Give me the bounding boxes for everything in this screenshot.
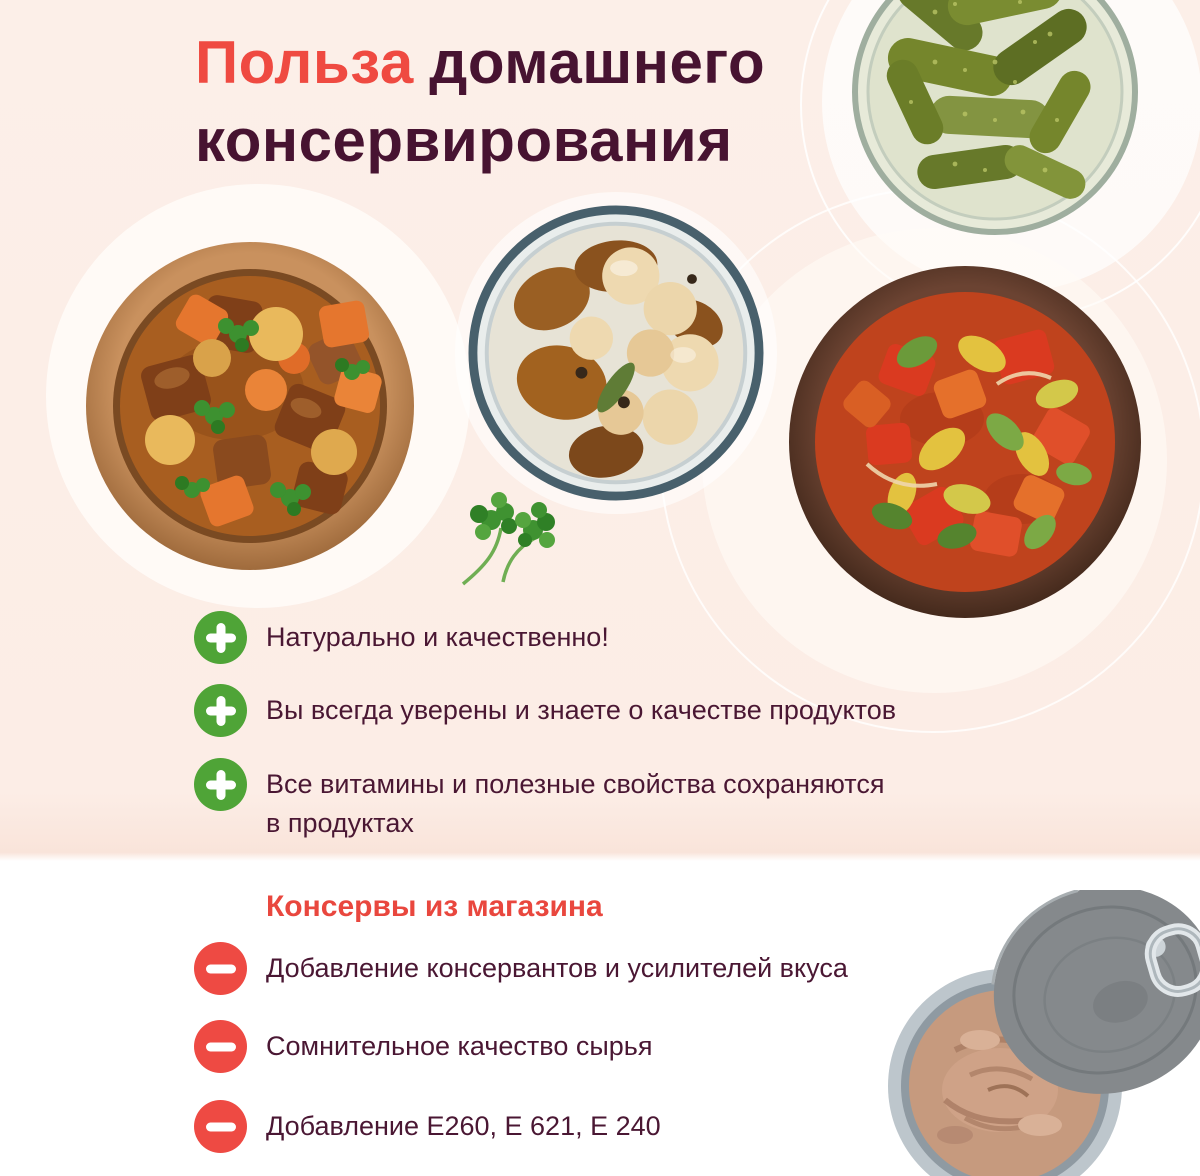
con-item-text: Добавление Е260, Е 621, Е 240 [266, 1111, 661, 1141]
minus-icon [194, 1020, 247, 1073]
minus-icon [194, 942, 247, 995]
tuna-can-illustration [860, 890, 1200, 1176]
pro-item-text: Натурально и качественно! [266, 622, 609, 652]
pro-item-text [266, 758, 885, 843]
plus-icon [194, 758, 247, 811]
pickled-gherkins-illustration [845, 0, 1145, 242]
pro-item-text: Вы всегда уверены и знаете о качестве продуктов [266, 695, 897, 725]
cons-section-header: Консервы из магазина [266, 890, 603, 923]
plus-icon [194, 611, 247, 664]
tuna-can-photo [860, 890, 1200, 1176]
title-line-1 [195, 24, 765, 102]
con-item [194, 1100, 661, 1153]
pro-item-text-line1: Все витамины и полезные свойства сохраняются [266, 769, 885, 799]
pro-item [194, 758, 885, 843]
con-item-text: Добавление консервантов и усилителей вкуса [266, 953, 848, 983]
pro-item-text-line2: в продуктах [266, 808, 414, 838]
con-item-text: Сомнительное качество сырья [266, 1031, 653, 1061]
con-item [194, 942, 848, 995]
marinated-mushrooms-illustration [468, 205, 764, 501]
marinated-mushrooms-photo [468, 205, 764, 501]
minus-icon [194, 1100, 247, 1153]
title-line1-rest: домашнего [429, 29, 766, 96]
page-title [195, 24, 765, 180]
vegetable-lecho-photo [787, 264, 1143, 620]
parsley-sprig-photo [443, 486, 565, 596]
beef-stew-illustration [84, 240, 416, 572]
vegetable-lecho-illustration [787, 264, 1143, 620]
pickled-gherkins-photo [845, 0, 1145, 242]
beef-stew-photo [84, 240, 416, 572]
con-item [194, 1020, 652, 1073]
title-highlight: Польза [195, 29, 414, 96]
plus-icon [194, 684, 247, 737]
parsley-sprig-illustration [443, 486, 565, 596]
pro-item [194, 684, 896, 737]
title-line-2: консервирования [195, 107, 733, 174]
pro-item [194, 611, 609, 664]
